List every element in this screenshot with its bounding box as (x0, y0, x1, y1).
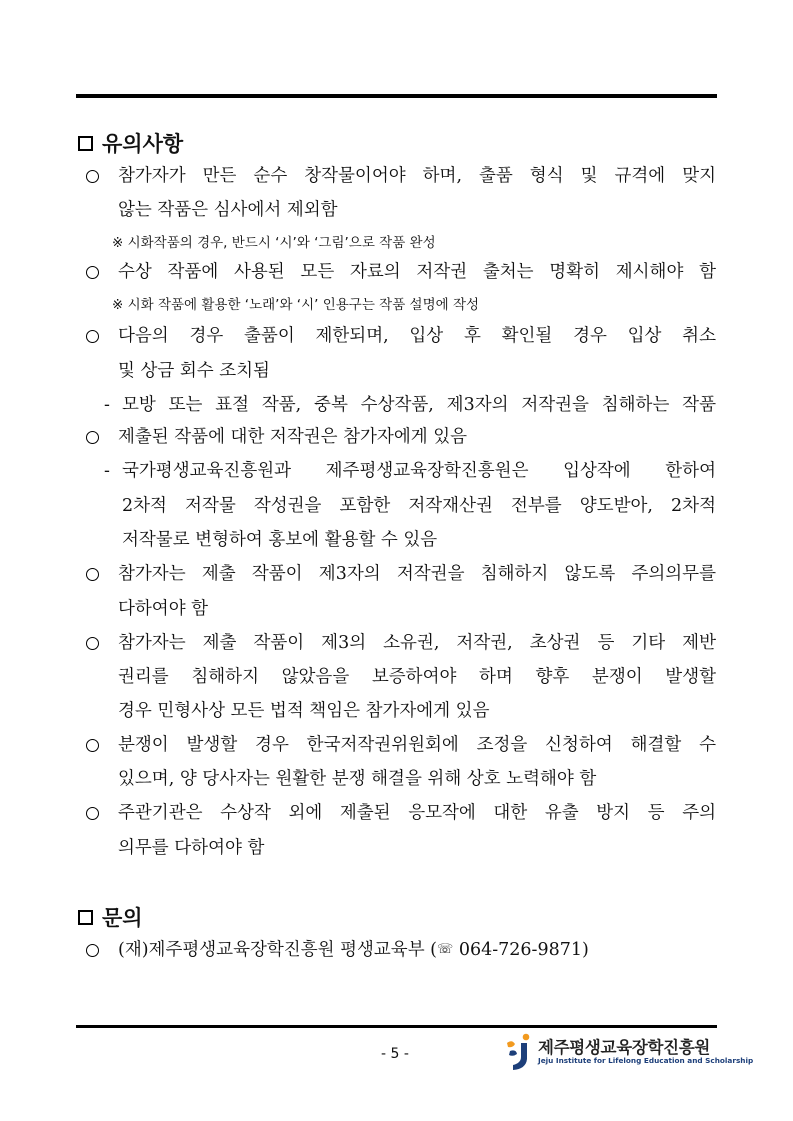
circle-bullet-icon (86, 170, 99, 183)
circle-bullet-icon (86, 944, 99, 957)
logo-english-text: Jeju Institute for Lifelong Education and Scholarship (538, 1056, 754, 1065)
notes-section-heading (78, 128, 183, 158)
contact-section-heading (78, 902, 143, 932)
item6-line3: 경우 민형사상 모든 법적 책임은 참가자에게 있음 (118, 701, 490, 721)
item1-note: ※ 시화작품의 경우, 반드시 ‘시’와 ‘그림’으로 작품 완성 (112, 235, 436, 251)
item1-line1: 참가자가 만든 순수 창작물이어야 하며, 출품 형식 및 규격에 맞지 (118, 166, 716, 186)
item3-sub: 모방 또는 표절 작품, 중복 수상작품, 제3자의 저작권을 침해하는 작품 (122, 395, 716, 415)
item3-line2: 및 상금 회수 조치됨 (118, 361, 270, 381)
contact-line (118, 938, 589, 962)
dash-marker: - (104, 461, 110, 481)
item4-sub-line2: 2차적 저작물 작성권을 포함한 저작재산권 전부를 양도받아, 2차적 (122, 496, 716, 516)
circle-bullet-icon (86, 637, 99, 650)
contact-org: (재)제주평생교육장학진흥원 평생교육부 ( (118, 940, 437, 960)
item8-line1: 주관기관은 수상작 외에 제출된 응모작에 대한 유출 방지 등 주의 (118, 803, 716, 823)
item7-line1: 분쟁이 발생할 경우 한국저작권위원회에 조정을 신청하여 해결할 수 (118, 735, 716, 755)
item4-line1: 제출된 작품에 대한 저작권은 참가자에게 있음 (118, 427, 468, 447)
item8-line2: 의무를 다하여야 함 (118, 838, 265, 858)
item7-line2: 있으며, 양 당사자는 원활한 분쟁 해결을 위해 상호 노력해야 함 (118, 769, 597, 789)
item1-line2: 않는 작품은 심사에서 제외함 (118, 200, 338, 220)
item4-sub-line1: 국가평생교육진흥원과 제주평생교육장학진흥원은 입상작에 한하여 (122, 461, 716, 481)
item5-line2: 다하여야 함 (118, 599, 209, 619)
circle-bullet-icon (86, 739, 99, 752)
item6-line2: 권리를 침해하지 않았음을 보증하여야 하며 향후 분쟁이 발생할 (118, 667, 716, 687)
circle-bullet-icon (86, 330, 99, 343)
item2-line1: 수상 작품에 사용된 모든 자료의 저작권 출처는 명확히 제시해야 함 (118, 262, 716, 282)
item6-line1: 참가자는 제출 작품이 제3의 소유권, 저작권, 초상권 등 기타 제반 (118, 633, 716, 653)
item3-line1: 다음의 경우 출품이 제한되며, 입상 후 확인될 경우 입상 취소 (118, 326, 716, 346)
circle-bullet-icon (86, 266, 99, 279)
top-rule (76, 94, 717, 98)
item2-note: ※ 시화 작품에 활용한 ‘노래’와 ‘시’ 인용구는 작품 설명에 작성 (112, 297, 480, 313)
logo-name-text: 제주평생교육장학진흥원 (538, 1038, 711, 1057)
checkbox-square-icon (78, 136, 93, 151)
item5-line1: 참가자는 제출 작품이 제3자의 저작권을 침해하지 않도록 주의의무를 (118, 564, 716, 584)
jeju-institute-logo-mark-icon (504, 1032, 534, 1072)
circle-bullet-icon (86, 568, 99, 581)
circle-bullet-icon (86, 807, 99, 820)
institute-logo (504, 1032, 754, 1072)
contact-section-title: 문의 (102, 906, 143, 930)
dash-marker: - (104, 395, 110, 415)
circle-bullet-icon (86, 431, 99, 444)
telephone-icon: ☏ (437, 942, 454, 957)
notes-section-title: 유의사항 (102, 132, 184, 156)
bottom-rule (76, 1025, 717, 1028)
page-number: - 5 - (381, 1046, 409, 1062)
item4-sub-line3: 저작물로 변형하여 홍보에 활용할 수 있음 (122, 530, 438, 550)
checkbox-square-icon (78, 910, 93, 925)
contact-phone: 064-726-9871) (453, 940, 589, 960)
